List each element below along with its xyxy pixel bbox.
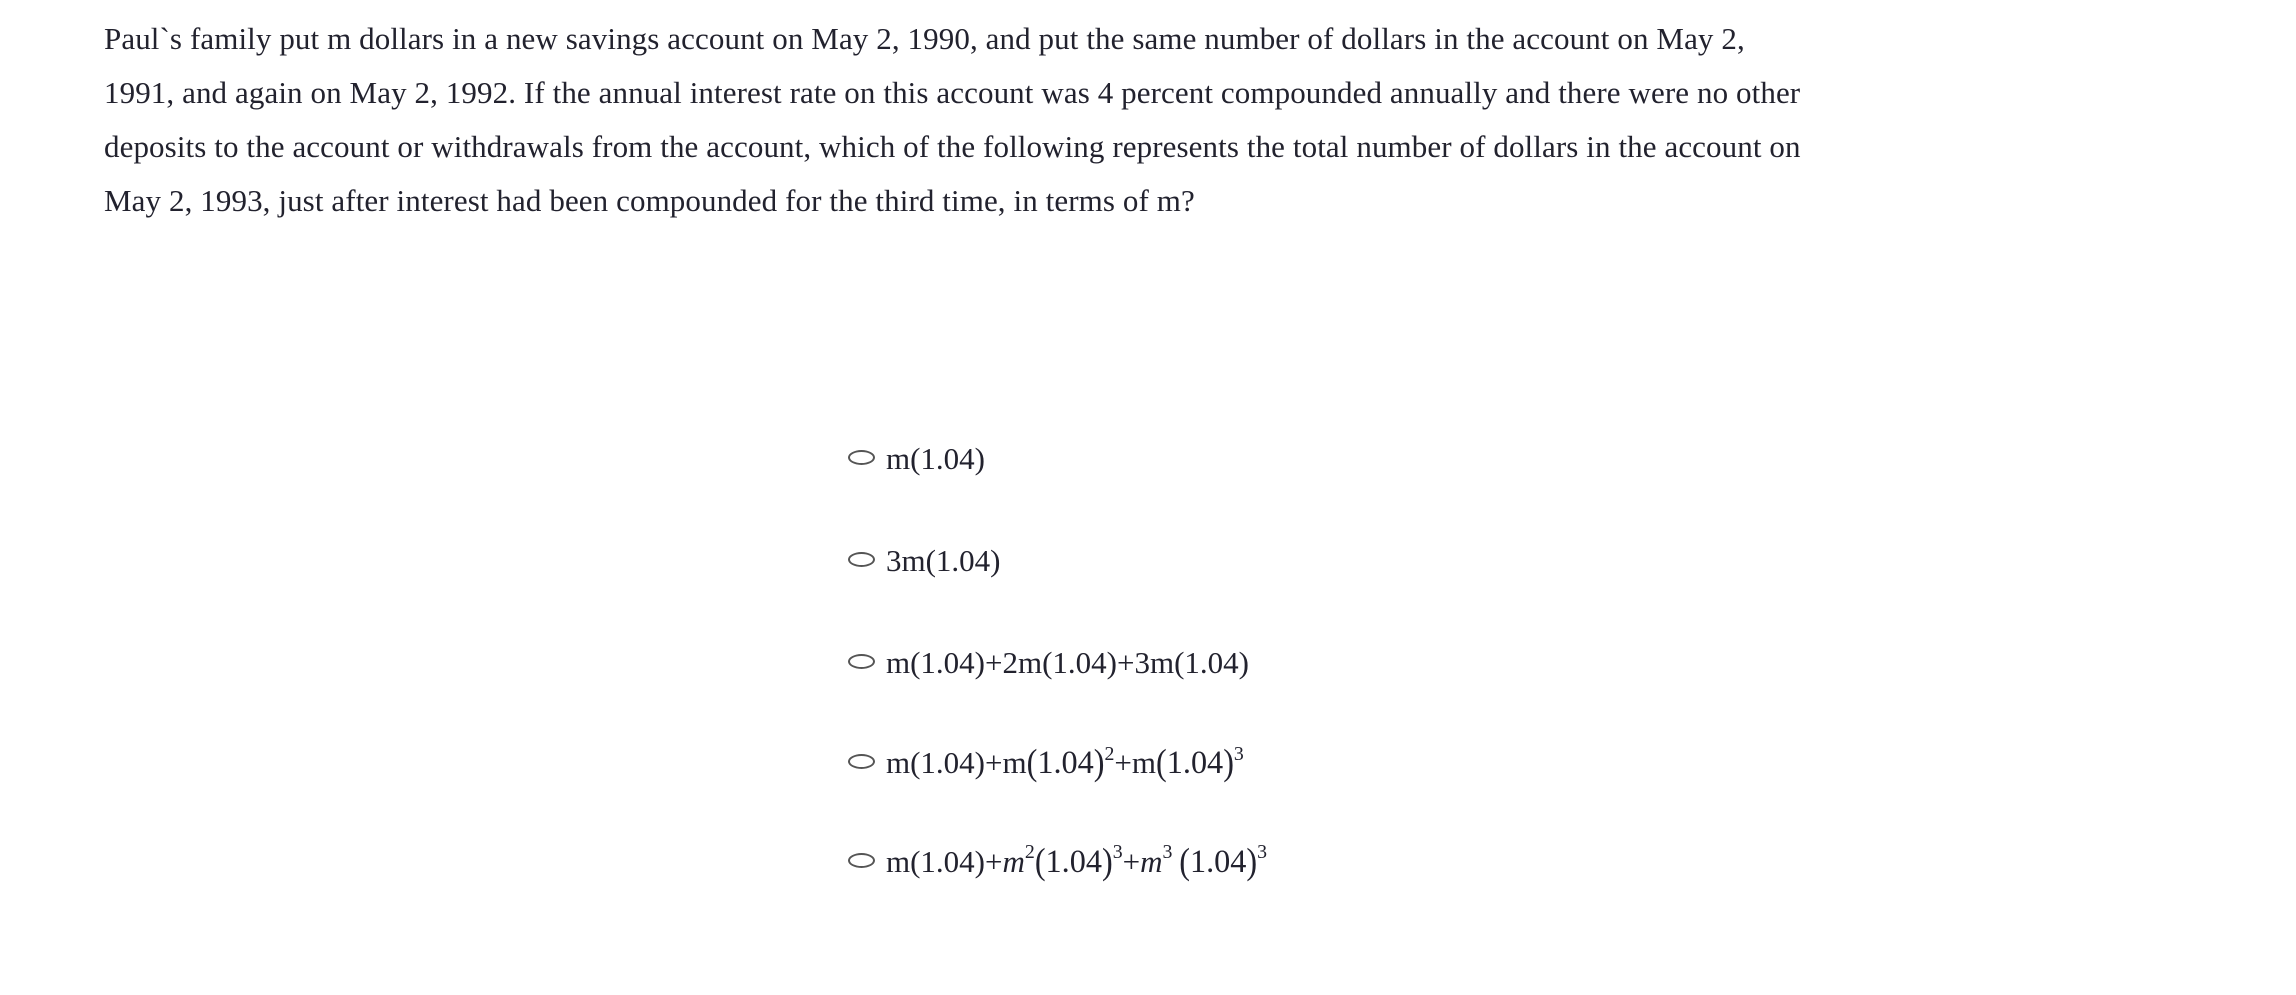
opt4-group-2 bbox=[1156, 741, 1234, 783]
opt5-exponent-1: 2 bbox=[1024, 841, 1035, 864]
radio-button-icon[interactable] bbox=[848, 853, 875, 868]
opt4-exponent-2: 3 bbox=[1233, 742, 1244, 765]
answer-options-list bbox=[848, 405, 2148, 910]
radio-button-icon[interactable] bbox=[848, 654, 875, 669]
opt5-variable-m-1: m bbox=[1002, 843, 1025, 879]
opt5-plus: + bbox=[1122, 843, 1141, 879]
opt5-part-a: m(1.04)+ bbox=[886, 843, 1003, 879]
opt4-group-1 bbox=[1026, 741, 1105, 783]
opt5-variable-m-2: m bbox=[1140, 843, 1163, 879]
opt5-group-2 bbox=[1179, 839, 1258, 882]
answer-option-1-label: m(1.04) bbox=[886, 440, 986, 476]
answer-option-4-label bbox=[886, 741, 1244, 783]
question-line-4: May 2, 1993, just after interest had been compounded for the third time, in terms of m? bbox=[104, 183, 1195, 218]
opt5-part-c: 1.04 bbox=[1189, 842, 1247, 879]
answer-option-2-label: 3m(1.04) bbox=[886, 542, 1001, 578]
answer-option-4[interactable] bbox=[848, 713, 2148, 810]
opt5-group-1 bbox=[1034, 839, 1113, 882]
paren-close: ) bbox=[1101, 839, 1113, 882]
paren-close: ) bbox=[1223, 741, 1234, 783]
paren-open: ( bbox=[1179, 839, 1190, 882]
opt4-exponent-1: 2 bbox=[1104, 742, 1115, 765]
paren-close: ) bbox=[1246, 839, 1258, 882]
paren-open: ( bbox=[1156, 741, 1167, 783]
answer-option-2[interactable] bbox=[848, 509, 2148, 609]
opt5-part-b: 1.04 bbox=[1045, 842, 1102, 879]
paren-open: ( bbox=[1026, 741, 1038, 783]
radio-button-icon[interactable] bbox=[848, 450, 875, 465]
question-line-3: deposits to the account or withdrawals from the account, which of the following represents the total number of dollars in the account on bbox=[104, 129, 1801, 164]
opt5-exponent-4: 3 bbox=[1257, 841, 1268, 864]
opt4-part-d: 1.04 bbox=[1166, 744, 1224, 781]
opt4-part-b: 1.04 bbox=[1037, 744, 1094, 781]
answer-option-1[interactable] bbox=[848, 405, 2148, 509]
answer-option-3[interactable] bbox=[848, 609, 2148, 713]
opt4-part-a: m(1.04)+m bbox=[886, 745, 1027, 781]
question-line-2: 1991, and again on May 2, 1992. If the annual interest rate on this account was 4 percent compounded annually and there were no other bbox=[104, 75, 1801, 110]
radio-button-icon[interactable] bbox=[848, 754, 875, 769]
paren-open: ( bbox=[1034, 839, 1046, 882]
answer-option-5-label bbox=[886, 839, 1268, 882]
opt5-exponent-3: 3 bbox=[1162, 841, 1173, 864]
question-stem bbox=[104, 12, 2104, 228]
paren-close: ) bbox=[1093, 741, 1105, 783]
opt5-exponent-2: 3 bbox=[1112, 841, 1123, 864]
answer-option-3-label: m(1.04)+2m(1.04)+3m(1.04) bbox=[886, 644, 1249, 680]
radio-button-icon[interactable] bbox=[848, 552, 875, 567]
answer-option-5[interactable] bbox=[848, 810, 2148, 910]
opt4-part-c: +m bbox=[1114, 745, 1157, 781]
question-line-1: Paul`s family put m dollars in a new savings account on May 2, 1990, and put the same number of dollars in the account on May 2, bbox=[104, 21, 1745, 56]
